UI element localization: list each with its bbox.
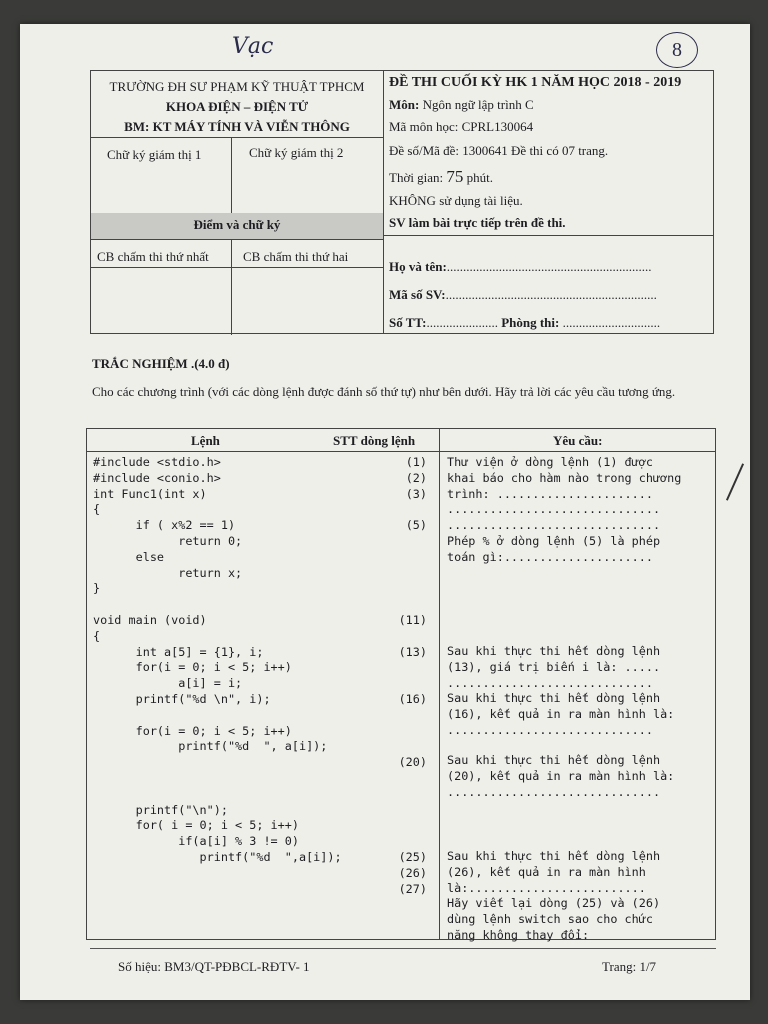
request-block-3[interactable]: Sau khi thực thi hết dòng lệnh (20), kết quả in ra màn hình là: .............................. [447,753,675,799]
request-block-4[interactable]: Sau khi thực thi hết dòng lệnh (26), kết quả in ra màn hình là:......................... Hãy viết lại dòng (25) và (26) dùng lệnh switch sao cho chức năng không thay đổi: [447,849,661,942]
invigilator1-label: Chữ ký giám thị 1 [107,147,202,162]
direct-answer-note: SV làm bài trực tiếp trên đề thi. [389,215,566,230]
seat-room-field[interactable]: Số TT:...................... Phòng thi: .............................. [389,315,661,330]
no-documents-note: KHÔNG sử dụng tài liệu. [389,193,523,208]
grader2-label: CB chấm thi thứ hai [243,249,349,264]
score-signature-title: Điểm và chữ ký [193,217,281,232]
subject-line: Môn: Ngôn ngữ lập trình C [389,97,534,112]
exam-paper [20,24,750,1000]
section-instructions: Cho các chương trình (với các dòng lệnh được đánh số thứ tự) như bên dưới. Hãy trả lời các yêu cầu tương ứng. [92,384,676,399]
column-command: Lệnh [191,433,220,448]
section-title: TRẮC NGHIỆM .(4.0 đ) [92,356,230,371]
document-code: Số hiệu: BM3/QT-PĐBCL-RĐTV- 1 [118,959,310,974]
column-request: Yêu cầu: [553,433,603,448]
line-number-column: (1) (2) (3) (5) (11) (13) (16) (20) (25) (26) (27) [398,455,427,896]
grader1-label: CB chấm thi thứ nhất [97,249,209,264]
exam-title: ĐỀ THI CUỐI KỲ HK 1 NĂM HỌC 2018 - 2019 [389,75,682,90]
invigilator2-label: Chữ ký giám thị 2 [249,145,344,160]
handwritten-page-number: 8 [656,32,698,68]
request-block-2[interactable]: Sau khi thực thi hết dòng lệnh (13), giá trị biến i là: ..... ............................. Sau khi thực thi hết dòng lệnh (16), kết quả in ra màn hình là: ............................. [447,644,675,737]
question-table [86,428,716,940]
column-line-number: STT dòng lệnh [333,433,416,448]
student-id-field[interactable]: Mã số SV:................................................................. [389,287,657,302]
exam-number: Đề số/Mã đề: 1300641 Đề thi có 07 trang. [389,143,609,158]
department-name: BM: KT MÁY TÍNH VÀ VIỄN THÔNG [124,119,350,134]
school-name: TRƯỜNG ĐH SƯ PHẠM KỸ THUẬT TPHCM [109,79,365,94]
student-name-field[interactable]: Họ và tên:............................................................... [389,259,652,274]
exam-header-table [90,70,714,334]
code-listing: #include <stdio.h> #include <conio.h> int Func1(int x) { if ( x%2 == 1) return 0; else return x; } void main (void) { int a[5] = {1}, i; for(i = 0; i < 5; i++) a[i] = i; printf("%d \n", i); for(i = 0; i < 5; i++) printf("%d ", a[i]); printf("\n"); for( i = 0; i < 5; i++) if(a[i] % 3 != 0) printf("%d ",a[i]); [93,455,342,864]
course-code: Mã môn học: CPRL130064 [389,119,534,134]
handwritten-note: Vạc [232,34,274,59]
exam-time: Thời gian: 75 phút. [389,167,494,186]
page-number: Trang: 1/7 [602,959,657,974]
faculty-name: KHOA ĐIỆN – ĐIỆN TỬ [165,99,309,114]
request-block-1[interactable]: Thư viện ở dòng lệnh (1) được khai báo cho hàm nào trong chương trình: ...................... .............................. .............................. Phép % ở dòng lệnh (5) là phép toán gì:..................... [447,455,682,564]
pen-mark [726,463,744,500]
